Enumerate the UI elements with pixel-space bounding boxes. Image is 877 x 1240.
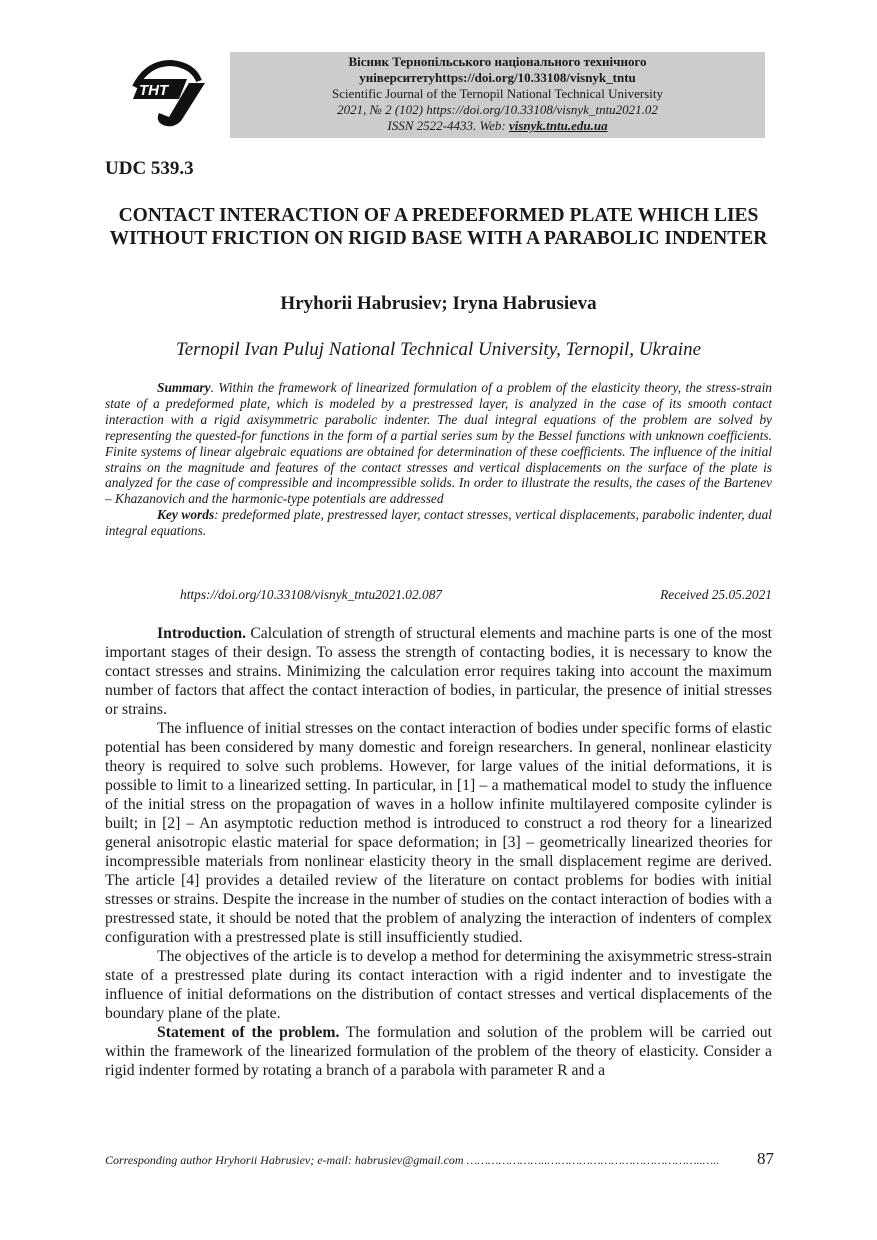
journal-header-banner [230,52,765,138]
issn-text: ISSN 2522-4433. Web: [387,118,509,133]
page-number: 87 [757,1149,774,1168]
logo-text: ТНТ [139,82,169,99]
header-line-4: 2021, № 2 (102) https://doi.org/10.33108/visnyk_tntu2021.02 [337,102,658,117]
body-paragraph-2: The influence of initial stresses on the contact interaction of bodies under specific forms of elastic potential has been considered by many domestic and foreign researchers. In general, nonlinear elasticity theory is required to solve such problems. However, for large values of the initial deformations, it is possible to limit to a linearized setting. In particular, in [1] – a mathematical model to study the influence of the initial stress on the propagation of waves in a hollow infinite multilayered composite cylinder is built; in [2] – An asymptotic reduction method is introduced to construct a rod theory for a linearized general anisotropic elastic material for space deformation; in [3] – geometrically linearized theories for incompressible materials from nonlinear elasticity theory in the small displacement regime are derived. The article [4] provides a detailed review of the literature on contact problems for bodies with initial stresses or strains. Despite the increase in the number of studies on the contact interaction of bodies with a prestressed state, it should be noted that the problem of analyzing the interaction of indenters of complex configuration with a prestressed plate is still insufficiently studied. [105,720,772,946]
journal-logo [127,57,207,131]
keywords-paragraph [105,507,772,539]
keywords-text: : predeformed plate, prestressed layer, contact stresses, vertical displacements, parabolic indenter, dual integral equations. [105,507,772,539]
header-line-5 [230,118,765,134]
author-affiliation: Ternopil Ivan Puluj National Technical University, Ternopil, Ukraine [175,339,702,360]
journal-website-link[interactable]: visnyk.tntu.edu.ua [508,118,608,133]
summary-paragraph [105,380,772,507]
main-text [105,624,772,1080]
header-line-3: Scientific Journal of the Ternopil National Technical University [332,86,663,101]
intro-text: Calculation of strength of structural elements and machine parts is one of the most important stages of their design. To assess the strength of contacting bodies, it is necessary to know the contact stresses and strains. Minimizing the calculation error requires taking into account the maximum number of factors that affect the contact interaction of bodies, in particular, the presence of initial stresses or strains. [105,625,772,718]
udc-code: UDC 539.3 [105,158,194,179]
received-date: Received 25.05.2021 [660,587,772,602]
header-line-2: університетуhttps://doi.org/10.33108/visnyk_tntu [359,70,636,85]
footer-dots: …………………..……………………………………..….. [466,1153,720,1167]
header-line-1: Вісник Тернопільського національного технічного [348,54,647,69]
summary-text: . Within the framework of linearized formulation of a problem of the elasticity theory, the stress-strain state of a predeformed plate, which is modeled by a prestressed layer, is analyzed in the case of its smooth contact interaction with a rigid axisymmetric parabolic indenter. The dual integral equations of the problem are solved by representing the quested-for functions in the form of a partial series sum by the Bessel functions with unknown coefficients. Finite systems of linear algebraic equations are obtained for determination of these coefficients. The influence of the initial strains on the magnitude and features of the contact stresses and vertical displacements on the surface of the plate is analyzed for the case of compressible and incompressible solids. In order to illustrate the results, the cases of the Bartenev – Khazanovich and the harmonic-type potentials are addressed [105,380,772,507]
doi-line [180,587,772,603]
corresponding-author: Corresponding author Hryhorii Habrusiev; e-mail: habrusiev@gmail.com [105,1153,467,1167]
summary-label: Summary [157,380,211,395]
statement-heading: Statement of the problem. [157,1024,340,1041]
intro-heading: Introduction. [157,625,247,642]
intro-paragraph [105,624,772,719]
body-paragraph-3: The objectives of the article is to develop a method for determining the axisymmetric stress-strain state of a prestressed plate during its contact interaction with a rigid indenter and to investigate the influence of initial deformations on the distribution of contact stresses and vertical displacements of the boundary plane of the plate. [105,948,772,1022]
paper-authors: Hryhorii Habrusiev; Iryna Habrusieva [280,293,597,314]
page-footer [105,1149,774,1168]
keywords-label: Key words [157,507,215,523]
statement-text: The formulation and solution of the problem will be carried out within the framework of the linearized formulation of the problem of the theory of elasticity. Consider a rigid indenter formed by rotating a branch of a parabola with parameter R and a [105,1024,772,1079]
statement-paragraph [105,1023,772,1080]
abstract-block [105,380,772,539]
paper-title: CONTACT INTERACTION OF A PREDEFORMED PLATE WHICH LIES WITHOUT FRICTION ON RIGID BASE WITH A PARABOLIC INDENTER [109,205,768,249]
article-doi-link[interactable]: https://doi.org/10.33108/visnyk_tntu2021.02.087 [180,587,443,602]
